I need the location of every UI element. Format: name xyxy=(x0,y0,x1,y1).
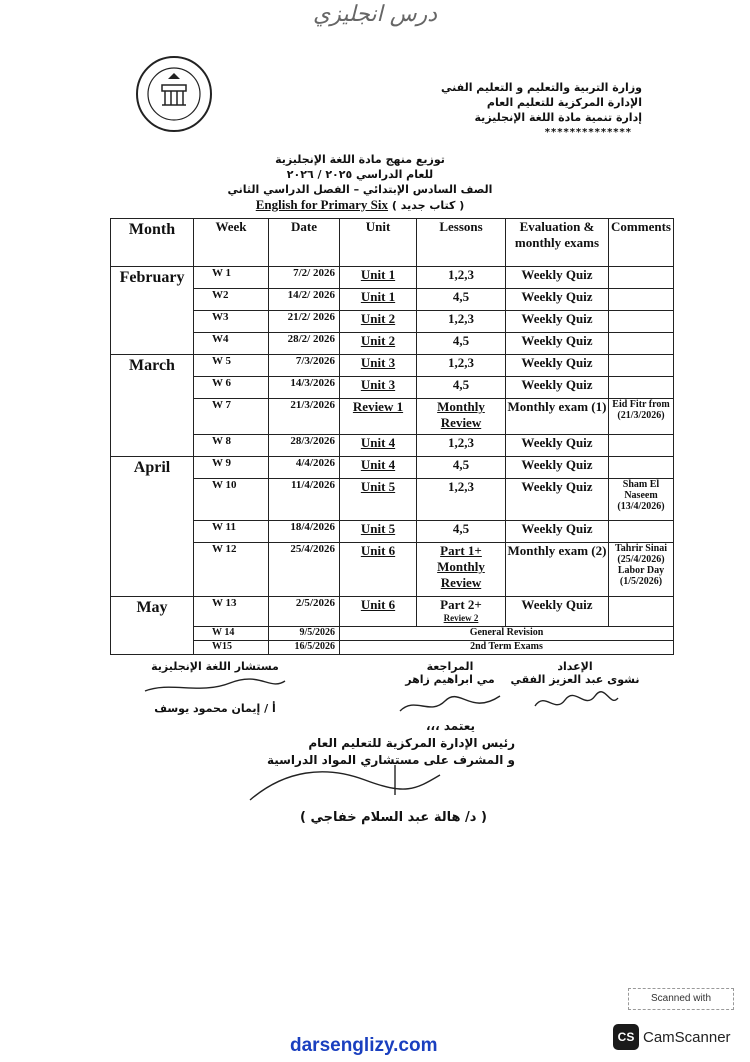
unit-cell: Unit 1 xyxy=(340,289,417,311)
prep-name: نشوى عبد العزيز الفقي xyxy=(510,673,640,686)
week-cell: W15 xyxy=(194,641,269,655)
camscanner-brand xyxy=(613,1024,731,1050)
table-row xyxy=(111,355,674,377)
date-cell: 18/4/2026 xyxy=(269,521,340,543)
unit-cell: Unit 3 xyxy=(340,355,417,377)
date-cell: 16/5/2026 xyxy=(269,641,340,655)
lessons-cell: 1,2,3 xyxy=(417,355,506,377)
date-cell: 9/5/2026 xyxy=(269,627,340,641)
ministry-seal-icon xyxy=(135,55,213,133)
date-cell: 21/2/ 2026 xyxy=(269,311,340,333)
month-cell: February xyxy=(111,267,194,355)
date-cell: 14/3/2026 xyxy=(269,377,340,399)
handwritten-signature-icon xyxy=(140,673,290,699)
evaluation-cell: Weekly Quiz xyxy=(506,479,609,521)
unit-cell: Unit 6 xyxy=(340,597,417,627)
table-row xyxy=(111,627,674,641)
camscanner-name: CamScanner xyxy=(643,1028,731,1046)
table-row xyxy=(111,435,674,457)
table-row xyxy=(111,289,674,311)
lessons-cell: 4,5 xyxy=(417,333,506,355)
week-cell: W 11 xyxy=(194,521,269,543)
table-row xyxy=(111,377,674,399)
lessons-cell: 1,2,3 xyxy=(417,311,506,333)
evaluation-cell: Weekly Quiz xyxy=(506,597,609,627)
advisor-name: أ / إيمان محمود يوسف xyxy=(154,702,276,715)
comment-cell xyxy=(609,267,674,289)
comment-cell xyxy=(609,521,674,543)
month-cell: March xyxy=(111,355,194,457)
lessons-cell: 4,5 xyxy=(417,457,506,479)
lessons-main: Part 2+ xyxy=(440,597,482,612)
date-cell: 14/2/ 2026 xyxy=(269,289,340,311)
top-watermark: درس انجليزي xyxy=(313,2,437,27)
comment-cell xyxy=(609,289,674,311)
date-cell: 25/4/2026 xyxy=(269,543,340,597)
comment-cell: Eid Fitr from (21/3/2026) xyxy=(609,399,674,435)
title-line-1: توزيع منهج مادة اللغة الإنجليزية xyxy=(275,153,445,166)
date-cell: 7/3/2026 xyxy=(269,355,340,377)
unit-cell: Unit 3 xyxy=(340,377,417,399)
evaluation-cell: Weekly Quiz xyxy=(506,289,609,311)
approval-signer: ( د/ هالة عبد السلام خفاجي ) xyxy=(300,810,487,825)
header-week: Week xyxy=(194,219,269,267)
table-row xyxy=(111,267,674,289)
header-date: Date xyxy=(269,219,340,267)
comment-cell xyxy=(609,435,674,457)
header-month: Month xyxy=(111,219,194,267)
unit-cell: Review 1 xyxy=(340,399,417,435)
date-cell: 28/2/ 2026 xyxy=(269,333,340,355)
unit-cell: Unit 5 xyxy=(340,479,417,521)
unit-cell: Unit 4 xyxy=(340,457,417,479)
evaluation-cell: Weekly Quiz xyxy=(506,377,609,399)
week-cell: W 7 xyxy=(194,399,269,435)
comment-cell xyxy=(609,457,674,479)
approval-signature-icon xyxy=(245,760,445,810)
week-cell: W4 xyxy=(194,333,269,355)
comment-cell xyxy=(609,333,674,355)
prep-signature xyxy=(510,660,640,719)
lessons-cell: 1,2,3 xyxy=(417,479,506,521)
approval-label: يعتمد ،،، xyxy=(425,719,475,733)
unit-cell: Unit 6 xyxy=(340,543,417,597)
unit-cell: Unit 1 xyxy=(340,267,417,289)
evaluation-cell: Weekly Quiz xyxy=(506,267,609,289)
ministry-line: وزارة التربية والتعليم و التعليم الفني xyxy=(441,81,642,94)
header-comments: Comments xyxy=(609,219,674,267)
book-title-line xyxy=(220,197,500,213)
date-cell: 21/3/2026 xyxy=(269,399,340,435)
lessons-cell: 1,2,3 xyxy=(417,435,506,457)
evaluation-cell: Weekly Quiz xyxy=(506,311,609,333)
lessons-cell: 4,5 xyxy=(417,289,506,311)
header-evaluation: Evaluation & monthly exams xyxy=(506,219,609,267)
comment-cell xyxy=(609,597,674,627)
review-name: مي ابراهيم زاهر xyxy=(405,673,495,686)
week-cell: W 6 xyxy=(194,377,269,399)
ministry-line: الإدارة المركزية للتعليم العام xyxy=(486,96,642,109)
week-cell: W 8 xyxy=(194,435,269,457)
general-revision-cell: General Revision xyxy=(340,627,674,641)
table-row xyxy=(111,311,674,333)
unit-cell: Unit 5 xyxy=(340,521,417,543)
table-row xyxy=(111,333,674,355)
comment-cell: Sham El Naseem (13/4/2026) xyxy=(609,479,674,521)
week-cell: W 12 xyxy=(194,543,269,597)
week-cell: W 9 xyxy=(194,457,269,479)
evaluation-cell: Weekly Quiz xyxy=(506,457,609,479)
lessons-cell: 1,2,3 xyxy=(417,267,506,289)
date-cell: 2/5/2026 xyxy=(269,597,340,627)
handwritten-signature-icon xyxy=(530,686,620,716)
week-cell: W 5 xyxy=(194,355,269,377)
evaluation-cell: Weekly Quiz xyxy=(506,333,609,355)
lessons-cell xyxy=(417,597,506,627)
date-cell: 28/3/2026 xyxy=(269,435,340,457)
evaluation-cell: Monthly exam (2) xyxy=(506,543,609,597)
unit-cell: Unit 4 xyxy=(340,435,417,457)
curriculum-table xyxy=(110,218,674,655)
table-row xyxy=(111,457,674,479)
table-row xyxy=(111,399,674,435)
unit-cell: Unit 2 xyxy=(340,311,417,333)
lessons-cell: 4,5 xyxy=(417,521,506,543)
table-header-row xyxy=(111,219,674,267)
approval-line-2: و المشرف على مستشاري المواد الدراسية xyxy=(266,753,515,767)
header-unit: Unit xyxy=(340,219,417,267)
prep-title: الإعداد xyxy=(557,660,593,673)
unit-cell: Unit 2 xyxy=(340,333,417,355)
week-cell: W 13 xyxy=(194,597,269,627)
site-url: darsenglizy.com xyxy=(290,1035,438,1056)
document-titles xyxy=(220,152,500,213)
comment-cell: Tahrir Sinai (25/4/2026) Labor Day (1/5/2026) xyxy=(609,543,674,597)
book-title: English for Primary Six xyxy=(255,197,389,212)
week-cell: W 10 xyxy=(194,479,269,521)
date-cell: 11/4/2026 xyxy=(269,479,340,521)
evaluation-cell: Weekly Quiz xyxy=(506,435,609,457)
term-exams-cell: 2nd Term Exams xyxy=(340,641,674,655)
book-note: ( كتاب جديد ) xyxy=(391,199,465,212)
date-cell: 7/2/ 2026 xyxy=(269,267,340,289)
week-cell: W 14 xyxy=(194,627,269,641)
camscanner-logo-icon: CS xyxy=(613,1024,639,1050)
scanned-with-label: Scanned with xyxy=(628,988,734,1010)
evaluation-cell: Weekly Quiz xyxy=(506,521,609,543)
table-row xyxy=(111,641,674,655)
title-line-3: الصف السادس الإبتدائي – الفصل الدراسي الثاني xyxy=(227,183,493,196)
comment-cell xyxy=(609,377,674,399)
stars-divider: ************** xyxy=(544,127,632,138)
month-cell: April xyxy=(111,457,194,597)
lessons-cell: 4,5 xyxy=(417,377,506,399)
lessons-cell: Monthly Review xyxy=(417,399,506,435)
week-cell: W2 xyxy=(194,289,269,311)
advisor-signature xyxy=(135,660,295,715)
table-row xyxy=(111,479,674,521)
header-lessons: Lessons xyxy=(417,219,506,267)
ministry-header xyxy=(441,80,642,140)
month-cell: May xyxy=(111,597,194,655)
table-row xyxy=(111,597,674,627)
ministry-line: إدارة تنمية مادة اللغة الإنجليزية xyxy=(474,111,642,124)
review-title: المراجعة xyxy=(426,660,474,673)
evaluation-cell: Weekly Quiz xyxy=(506,355,609,377)
advisor-title: مستشار اللغة الإنجليزية xyxy=(151,660,279,673)
lessons-sub: Review 2 xyxy=(443,613,479,623)
approval-line-1: رئيس الإدارة المركزية للتعليم العام xyxy=(308,736,515,750)
evaluation-cell: Monthly exam (1) xyxy=(506,399,609,435)
week-cell: W3 xyxy=(194,311,269,333)
comment-cell xyxy=(609,355,674,377)
title-line-2: للعام الدراسي ٢٠٢٥ / ٢٠٢٦ xyxy=(286,168,434,181)
lessons-cell: Part 1+ Monthly Review xyxy=(417,543,506,597)
table-row xyxy=(111,521,674,543)
comment-cell xyxy=(609,311,674,333)
date-cell: 4/4/2026 xyxy=(269,457,340,479)
table-row xyxy=(111,543,674,597)
week-cell: W 1 xyxy=(194,267,269,289)
